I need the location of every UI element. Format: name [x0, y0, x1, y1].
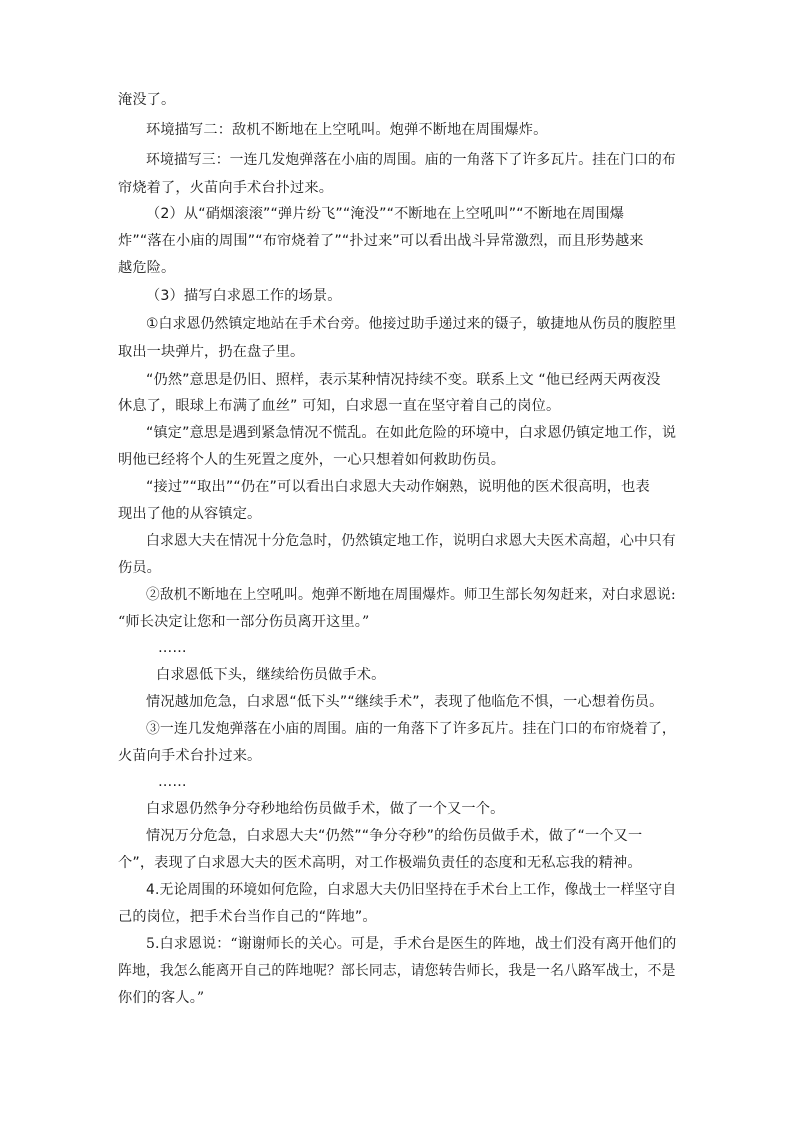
- ellipsis-line: ……: [158, 774, 187, 790]
- paragraph-line: “镇定”意思是遇到紧急情况不慌乱。在如此危险的环境中，白求恩仍镇定地工作，说: [146, 425, 677, 441]
- paragraph-line: 白求恩大夫在情况十分危急时，仍然镇定地工作，说明白求恩大夫医术高超，心中只有: [146, 533, 676, 549]
- paragraph-line: 环境描写二：敌机不断地在上空吼叫。炮弹不断地在周围爆炸。: [146, 122, 548, 138]
- paragraph-line: 帘烧着了，火苗向手术台扑过来。: [118, 180, 334, 196]
- paragraph-line: 情况万分危急，白求恩大夫“仍然”“争分夺秒”的给伤员做手术，做了“一个又一: [146, 828, 643, 844]
- paragraph-line: 现出了他的从容镇定。: [118, 506, 262, 522]
- paragraph-line: 个”，表现了白求恩大夫的医术高明，对工作极端负责任的态度和无私忘我的精神。: [118, 855, 642, 871]
- paragraph-line: （2）从“硝烟滚滚”“弹片纷飞”“淹没”“不断地在上空吼叫”“不断地在周围爆: [146, 206, 625, 222]
- paragraph-line: “接过”“取出”“仍在”可以看出白求恩大夫动作娴熟，说明他的医术很高明，也表: [146, 479, 650, 495]
- ellipsis-line: ……: [158, 640, 187, 656]
- paragraph-line: ③一连几发炮弹落在小庙的周围。庙的一角落下了许多瓦片。挂在门口的布帘烧着了，: [146, 721, 676, 737]
- paragraph-line: 明他已经将个人的生死置之度外，一心只想着如何救助伤员。: [118, 452, 506, 468]
- paragraph-line: 白求恩低下头，继续给伤员做手术。: [156, 667, 386, 683]
- paragraph-line: 阵地，我怎么能离开自己的阵地呢？部长同志，请您转告师长，我是一名八路军战士，不是: [118, 963, 676, 979]
- paragraph-line: “师长决定让您和一部分伤员离开这里。”: [118, 614, 370, 630]
- paragraph-line: 4.无论周围的环境如何危险，白求恩大夫仍旧坚持在手术台上工作，像战士一样坚守自: [146, 882, 677, 898]
- paragraph-line: 炸”“落在小庙的周围”“布帘烧着了”“扑过来”可以看出战斗异常激烈，而且形势越来: [118, 233, 644, 249]
- paragraph-line: 取出一块弹片，扔在盘子里。: [118, 344, 305, 360]
- paragraph-line: 5.白求恩说：“谢谢师长的关心。可是，手术台是医生的阵地，战士们没有离开他们的: [146, 936, 677, 952]
- paragraph-line: （3）描写白求恩工作的场景。: [146, 288, 342, 304]
- paragraph-line: 越危险。: [118, 260, 176, 276]
- paragraph-line: 情况越加危急，白求恩“低下头”“继续手术”，表现了他临危不惧，一心想着伤员。: [146, 694, 664, 710]
- paragraph-line: 火苗向手术台扑过来。: [118, 748, 262, 764]
- paragraph-line: ①白求恩仍然镇定地站在手术台旁。他接过助手递过来的镊子，敏捷地从伤员的腹腔里: [146, 316, 677, 332]
- paragraph-line: 己的岗位，把手术台当作自己的“阵地”。: [118, 909, 377, 925]
- paragraph-line: 休息了，眼球上布满了血丝” 可知，白求恩一直在坚守着自己的岗位。: [118, 398, 561, 414]
- paragraph-line: 环境描写三：一连几发炮弹落在小庙的周围。庙的一角落下了许多瓦片。挂在门口的布: [146, 152, 676, 168]
- paragraph-line: ②敌机不断地在上空吼叫。炮弹不断地在周围爆炸。师卫生部长匆匆赶来，对白求恩说:: [146, 587, 676, 603]
- paragraph-line: 伤员。: [118, 560, 162, 576]
- paragraph-line: “仍然”意思是仍旧、照样，表示某种情况持续不变。联系上文 “他已经两天两夜没: [146, 372, 661, 388]
- paragraph-line: 淹没了。: [118, 92, 176, 108]
- paragraph-line: 你们的客人。”: [118, 990, 205, 1006]
- paragraph-line: 白求恩仍然争分夺秒地给伤员做手术，做了一个又一个。: [146, 801, 505, 817]
